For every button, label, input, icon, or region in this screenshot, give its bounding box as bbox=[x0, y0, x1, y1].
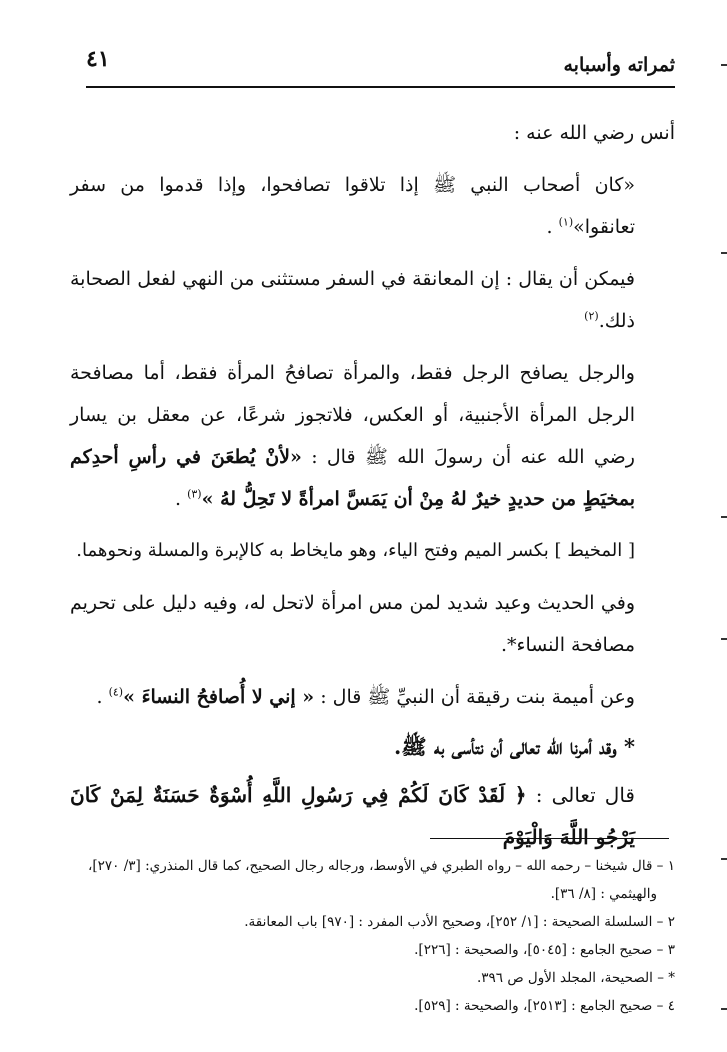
section-heading: * وقد أمرنا الله تعالى أن نتأسى به ﷺ. bbox=[394, 734, 635, 759]
scan-edge-mark bbox=[721, 858, 727, 860]
paragraph-exception bbox=[70, 258, 675, 342]
footnote-ref-2: (٢) bbox=[584, 309, 599, 323]
quran-verse: ﴿ لَقَدْ كَانَ لَكُمْ فِي رَسُولِ اللَّهِ أُسْوَةٌ حَسَنَةٌ لِمَنْ كَانَ يَرْجُو اللَّهَ وَالْيَوْمَ bbox=[70, 783, 635, 849]
sentence-end: . bbox=[546, 216, 553, 238]
scan-edge-mark bbox=[721, 1008, 727, 1010]
page-header bbox=[86, 38, 675, 84]
paragraph-umaima bbox=[70, 676, 675, 718]
footnotes bbox=[60, 852, 675, 1020]
scan-edge-mark bbox=[721, 516, 727, 518]
paragraph-text: فيمكن أن يقال : إن المعانقة في السفر مستثنى من النهي لفعل الصحابة ذلك. bbox=[70, 268, 635, 332]
paragraph-definition bbox=[70, 530, 675, 572]
sentence-end: . bbox=[96, 686, 103, 708]
footnote-2: ٢ – السلسلة الصحيحة : [١/ ٢٥٢]، وصحيح الأدب المفرد : [٩٧٠] باب المعانقة. bbox=[244, 914, 675, 930]
scan-edge-mark bbox=[721, 638, 727, 640]
footnote-ref-4: (٤) bbox=[108, 685, 124, 699]
footnote-star: * – الصحيحة، المجلد الأول ص ٣٩٦. bbox=[476, 970, 675, 986]
hadith-quote: « إني لا أُصافحُ النساءَ » bbox=[123, 686, 315, 708]
paragraph-warning bbox=[70, 582, 675, 666]
paragraph-text: والرجل يصافح الرجل فقط، والمرأة تصافحُ المرأة فقط، أما مصافحة الرجل المرأة الأجنبية، أو العكس، فلاتجوز شرعًا، عن معقل بن يسار رضي الله عنه أن رسولَ الله ﷺ قال : bbox=[70, 362, 635, 468]
paragraph-anas bbox=[70, 112, 675, 154]
footnote-1-continued: والهيثمي : [٨/ ٣٦]. bbox=[550, 886, 657, 902]
footnote-1: ١ – قال شيخنا – رحمه الله – رواه الطبري في الأوسط، ورجاله رجال الصحيح، كما قال المنذري: [٣/ ٢٧٠]، bbox=[88, 858, 675, 874]
footnote-3: ٣ – صحيح الجامع : [٥٠٤٥]، والصحيحة : [٢٢٦]. bbox=[414, 942, 675, 958]
header-divider bbox=[86, 86, 675, 88]
paragraph-quran bbox=[70, 774, 675, 858]
hadith-text: «كان أصحاب النبي ﷺ إذا تلاقوا تصافحوا، وإذا قدموا من سفر تعانقوا» bbox=[70, 174, 635, 238]
paragraph-text: أنس رضي الله عنه : bbox=[513, 122, 675, 144]
footnote-ref-3: (٣) bbox=[187, 487, 202, 501]
hadith-quote: «لأنْ يُطعَنَ في رأسِ أحدِكم بمخيَطٍ من حديدٍ خيرٌ لهُ مِنْ أن يَمَسَّ امرأةً لا تَحِلُّ لهُ » bbox=[70, 446, 635, 510]
footnote-ref-1: (١) bbox=[558, 215, 574, 229]
paragraph-text: [ المخيط ] بكسر الميم وفتح الياء، وهو مايخاط به كالإبرة والمسلة ونحوهما. bbox=[76, 540, 635, 561]
running-title: ثمراته وأسبابه bbox=[563, 54, 675, 76]
main-text bbox=[70, 112, 675, 868]
paragraph-text: وعن أميمة بنت رقيقة أن النبيِّ ﷺ قال : bbox=[320, 686, 635, 708]
page-number: ٤١ bbox=[86, 46, 110, 72]
footnote-4: ٤ – صحيح الجامع : [٢٥١٣]، والصحيحة : [٥٢٩]. bbox=[414, 998, 675, 1014]
paragraph-text: قال تعالى : bbox=[535, 783, 635, 807]
sentence-end: . bbox=[174, 488, 182, 510]
paragraph-hadith-hugging bbox=[70, 164, 675, 248]
footnote-divider bbox=[430, 838, 669, 839]
paragraph-text: وفي الحديث وعيد شديد لمن مس امرأة لاتحل له، وفيه دليل على تحريم مصافحة النساء*. bbox=[70, 592, 635, 656]
scan-edge-mark bbox=[721, 252, 727, 254]
scan-edge-mark bbox=[721, 64, 727, 66]
paragraph-handshake bbox=[70, 352, 675, 520]
